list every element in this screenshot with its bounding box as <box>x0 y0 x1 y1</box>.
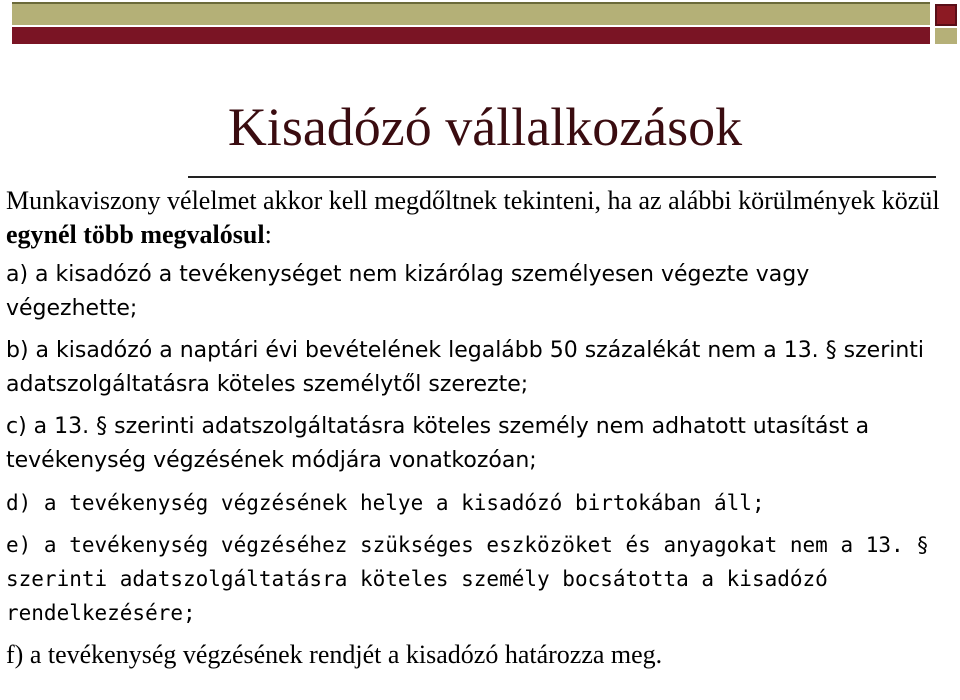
intro-text: Munkaviszony vélelmet akkor kell megdőltnek tekinteni, ha az alábbi körülmények közül <box>6 186 940 215</box>
title-underline <box>188 176 936 178</box>
list-item-f: f) a tevékenység végzésének rendjét a kisadózó határozza meg. <box>6 640 663 669</box>
olive-stripe <box>12 2 930 25</box>
intro-paragraph <box>6 184 946 252</box>
corner-square-lower <box>935 28 957 44</box>
corner-square <box>935 4 957 26</box>
header-decoration <box>0 0 960 46</box>
list-item-e: e) a tevékenység végzéséhez szükséges eszközöket és anyagokat nem a 13. § szerinti adatszolgáltatásra köteles személy bocsátotta a kisadózó rendelkezésére; <box>6 533 929 625</box>
slide-title: Kisadózó vállalkozások <box>227 97 743 157</box>
maroon-stripe <box>12 27 930 44</box>
list-item-d: d) a tevékenység végzésének helye a kisadózó birtokában áll; <box>6 491 765 515</box>
list-item-c: c) a 13. § szerinti adatszolgáltatásra köteles személy nem adhatott utasítást a tevékenység végzésének módjára vonatkozóan; <box>6 414 870 473</box>
slide-body <box>6 184 946 680</box>
list-item-b: b) a kisadózó a naptári évi bevételének legalább 50 százalékát nem a 13. § szerinti adatszolgáltatásra köteles személytől szerezte; <box>6 338 925 397</box>
list-item-a: a) a kisadózó a tevékenységet nem kizárólag személyesen végezte vagy végezhette; <box>6 262 810 321</box>
intro-bold-text: egynél több megvalósul <box>6 220 265 249</box>
intro-colon: : <box>264 220 272 249</box>
